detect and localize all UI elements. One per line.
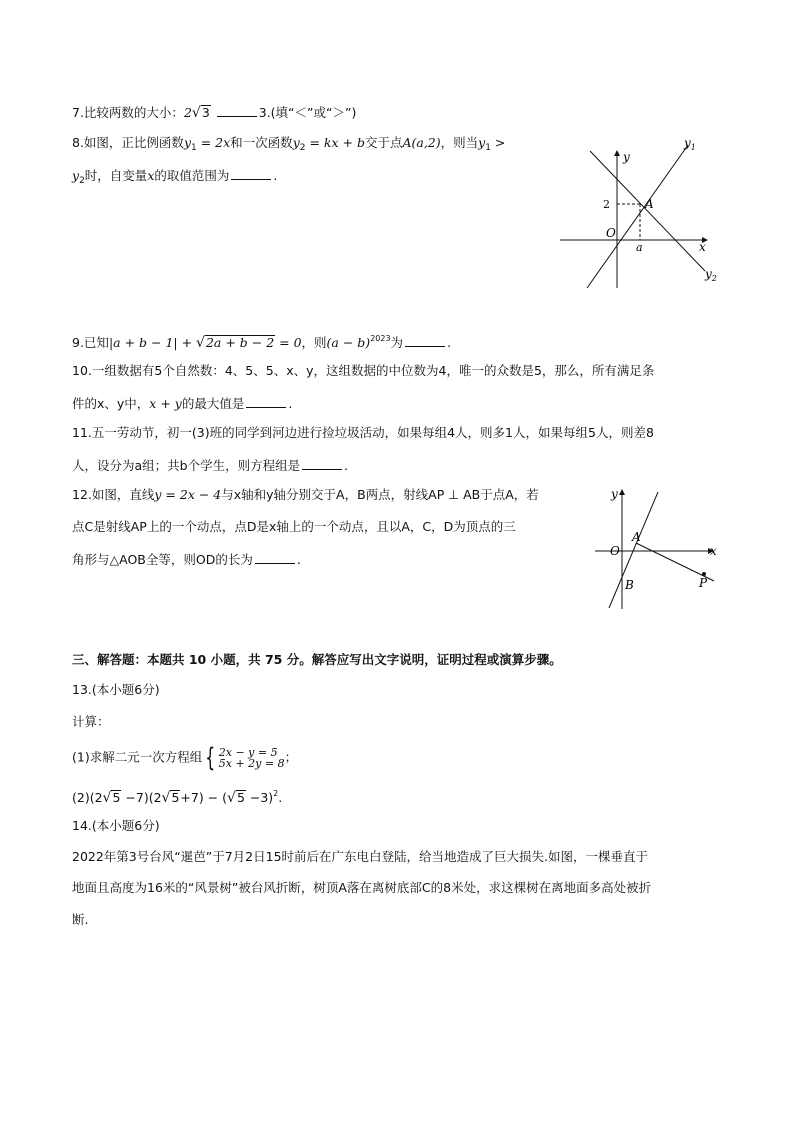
line-y2-label: $y_2$ [705, 267, 717, 283]
question-14-line-1: 2022年第3号台风“暹芭”于7月2日15时前后在广东电白登陆，给当地造成了巨大损失.如图，一棵垂直于 [72, 849, 649, 864]
answer-blank-11[interactable] [302, 457, 342, 470]
answer-blank-8[interactable] [231, 167, 271, 180]
y-axis-label: y [611, 487, 618, 501]
question-10-line-1: 10.一组数据有5个自然数：4、5、5、x、y，这组数据的中位数为4，唯一的众数是5，那么，所有满足条 [72, 363, 655, 378]
a-tick-label: a [636, 241, 643, 254]
y-axis-label: y [623, 150, 630, 164]
q12-graph [585, 484, 735, 616]
answer-blank-9[interactable] [405, 334, 445, 347]
q8-graph [555, 133, 735, 293]
question-12-line-1: 12.如图，直线y = 2x − 4与x轴和y轴分别交于A，B两点，射线AP ⊥ AB于点A，若 [72, 487, 539, 502]
point-a-label: A [632, 530, 641, 544]
two-tick-label: 2 [603, 198, 610, 211]
question-13-part-2: $(2)(2√5 -7)(2√5+7) - (√5 -3)^2$. [72, 789, 283, 806]
point-p-label: P [699, 576, 708, 590]
answer-blank-12[interactable] [255, 551, 295, 564]
question-14-title: 14.(本小题6分) [72, 818, 160, 833]
x-axis-label: x [699, 240, 706, 254]
question-14-line-3: 断. [72, 912, 89, 927]
section-3-heading: 三、解答题：本题共 10 小题，共 75 分。解答应写出文字说明，证明过程或演算步骤。 [72, 652, 562, 667]
point-b-label: B [625, 578, 634, 592]
question-14-line-2: 地面且高度为16米的“风景树”被台风折断，树顶A落在离树底部C的8米处，求这棵树在离地面多高处被折 [72, 880, 652, 895]
question-10-line-2: 件的x、y中，x + y的最大值是 . [72, 396, 293, 411]
origin-label: O [610, 544, 620, 558]
line-y1 [587, 145, 688, 288]
question-8-line-2: $y_2$时，自变量x的取值范围为 . [72, 168, 278, 186]
answer-blank-7[interactable] [217, 104, 257, 117]
question-9: 9.已知|a + b − 1| + √2a + b − 2 = 0，则$(a - b)^{2023}$为 . [72, 334, 452, 351]
equation-2: 5x + 2y = 8 [218, 757, 285, 770]
origin-label: O [606, 226, 616, 240]
answer-blank-10[interactable] [246, 395, 286, 408]
question-12-line-3: 角形与△AOB全等，则OD的长为 . [72, 552, 301, 567]
question-7: 7.比较两数的大小：2√3 3.(填“＜”或“＞”) [72, 105, 357, 121]
line-y2 [590, 151, 705, 271]
question-11-line-1: 11.五一劳动节，初一(3)班的同学到河边进行捡垃圾活动，如果每组4人，则多1人，如果每组5人，则差8 [72, 425, 654, 440]
line-y1-label: $y_1$ [684, 136, 696, 152]
question-12-line-2: 点C是射线AP上的一个动点，点D是x轴上的一个动点，且以A，C，D为顶点的三 [72, 519, 516, 534]
question-8-line-1: 8.如图，正比例函数$y_1 = 2x$和一次函数$y_2$ = kx + b交于点A(a,2)，则当$y_1$ > [72, 135, 506, 153]
question-13-intro: 计算： [72, 714, 110, 729]
point-a-label: A [645, 197, 654, 211]
question-11-line-2: 人，设分为a组；共b个学生，则方程组是 . [72, 458, 349, 473]
question-13-part-1: (1)求解二元一次方程组 { 2x − y = 5 5x + 2y = 8； [72, 743, 298, 773]
x-axis-label: x [710, 544, 717, 558]
equation-1: 2x − y = 5 [218, 746, 278, 759]
question-13-title: 13.(本小题6分) [72, 682, 160, 697]
